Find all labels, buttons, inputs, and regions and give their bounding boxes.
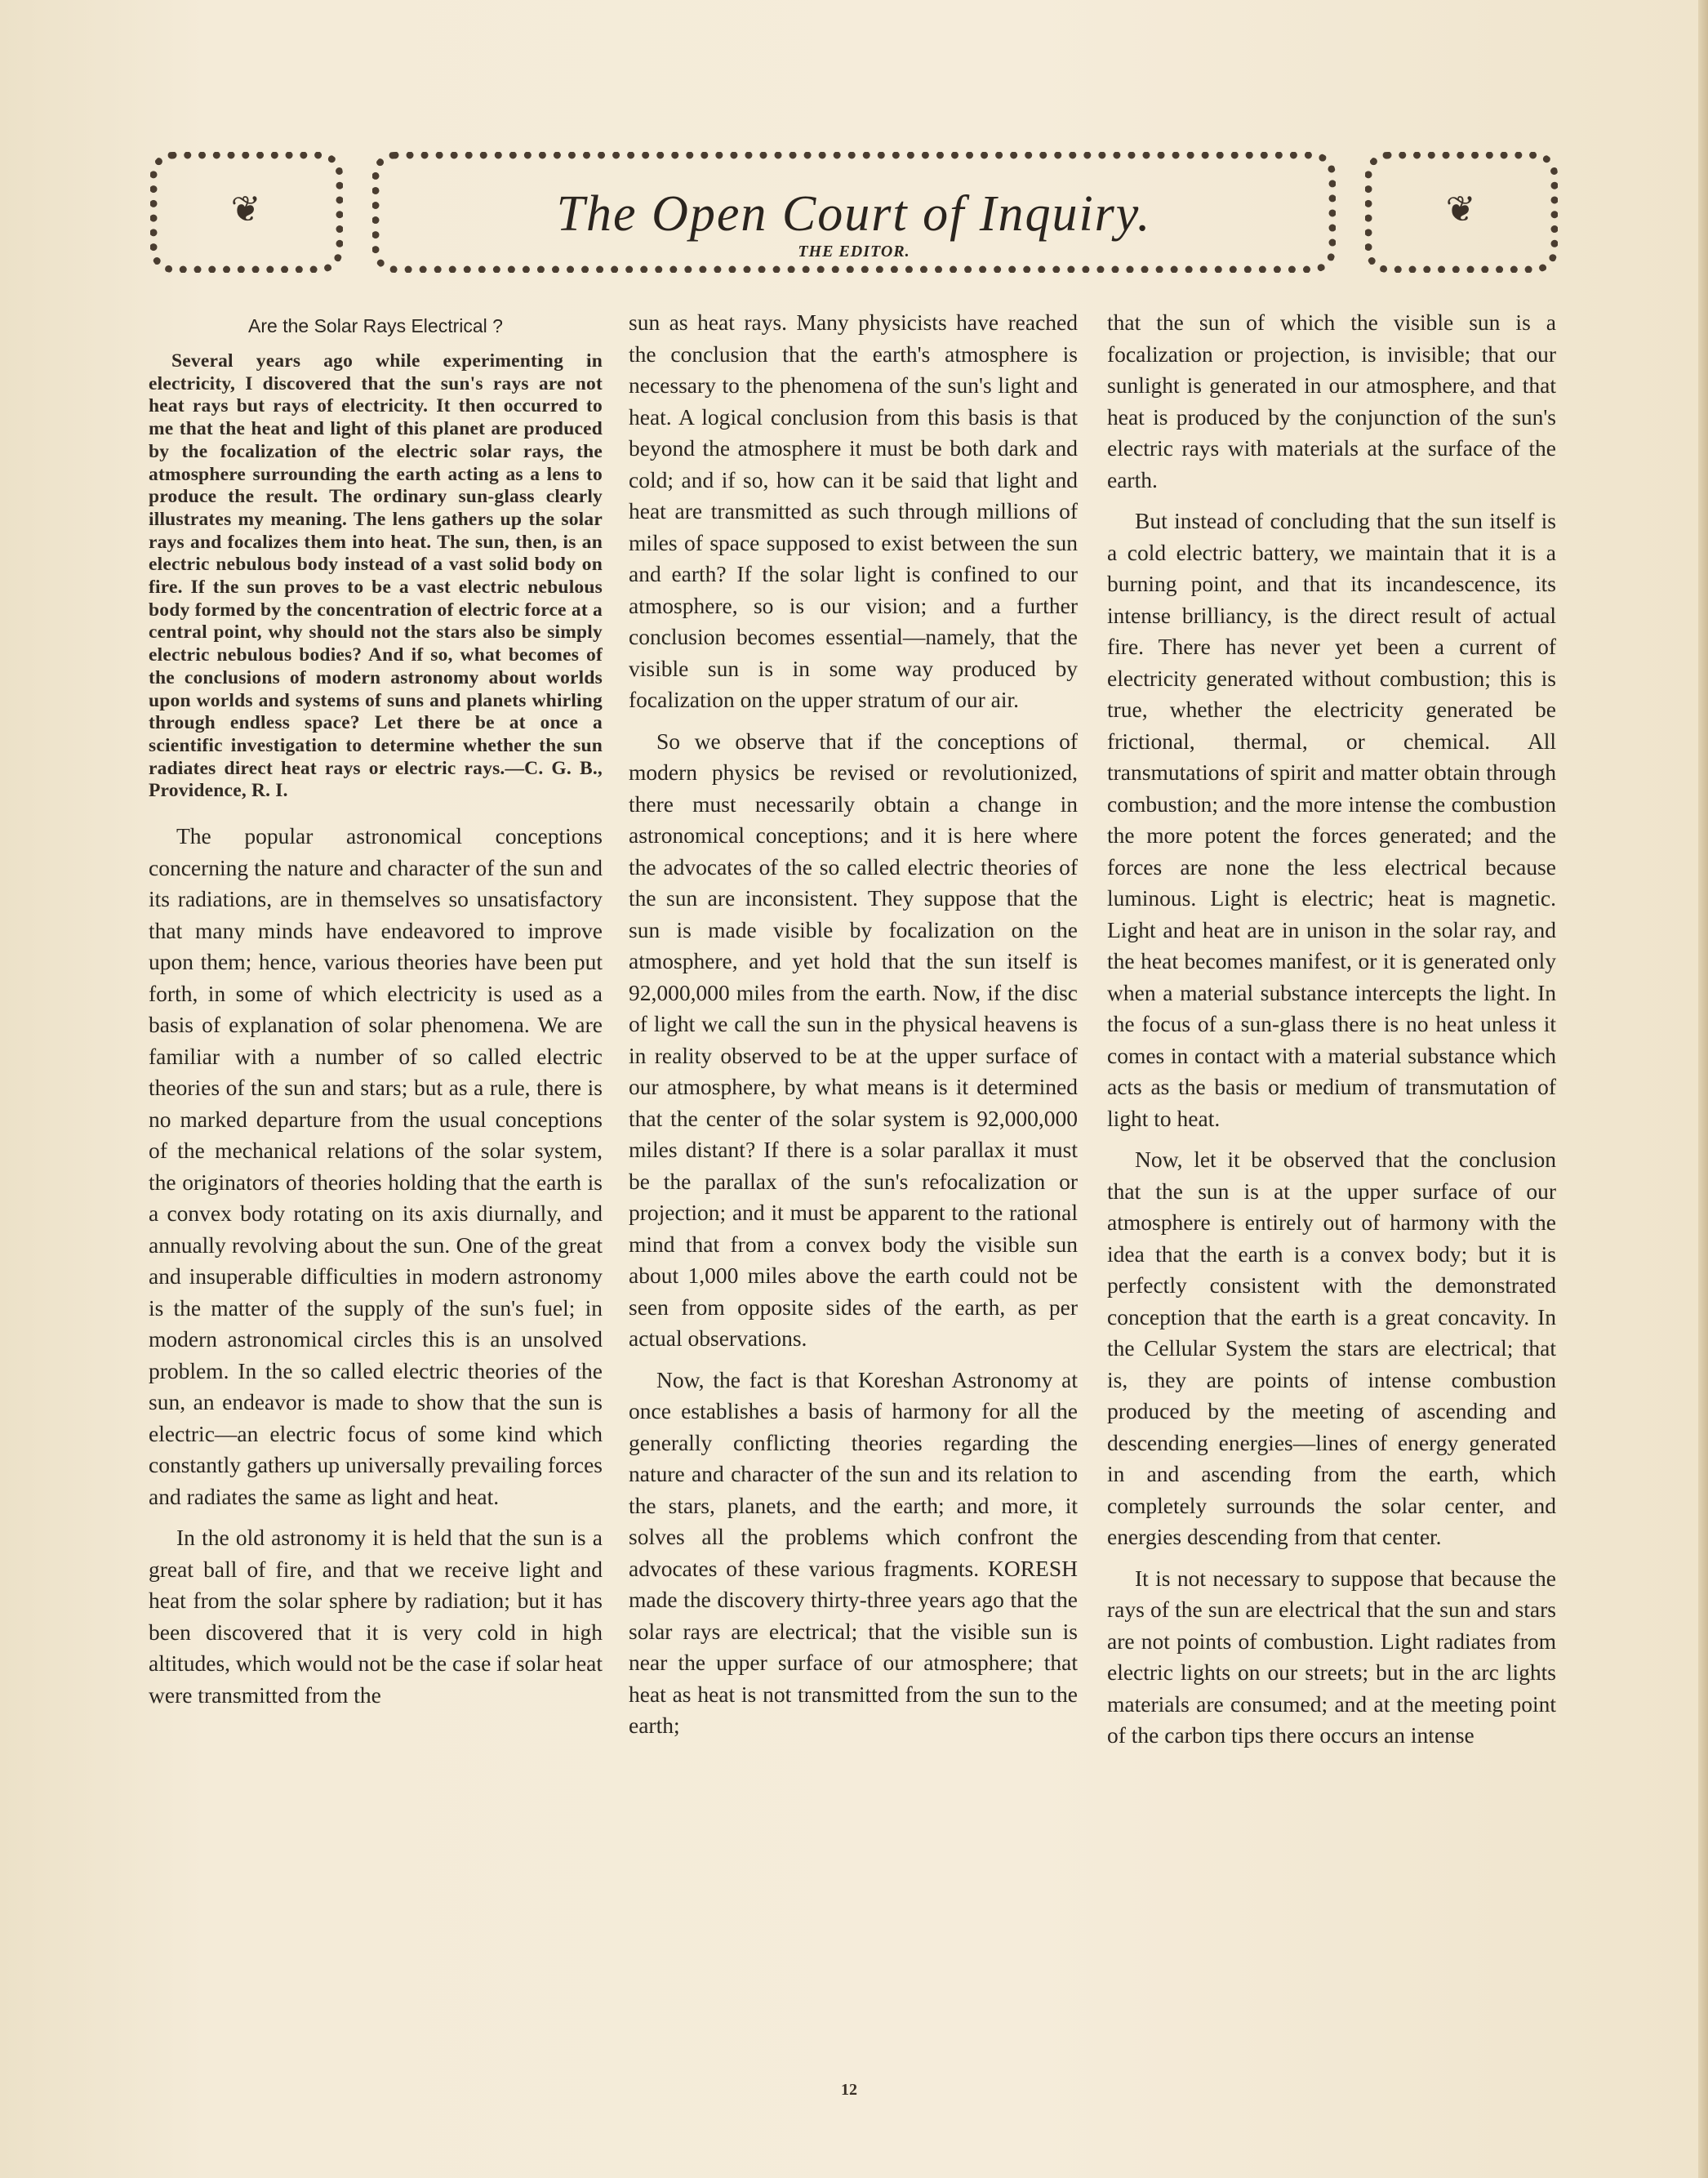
flower-ornament-icon: ❦ [230,189,261,229]
flower-ornament-icon: ❦ [1445,189,1476,229]
page-number: 12 [841,2081,857,2099]
paragraph: Now, let it be observed that the conclusion that the sun is at the upper surface of our atmosphere is entirely out of harmony with the idea that the earth is a convex body; but it is perfectly consistent with the demonstrated conception that the earth is a great concavity. In the Cellular System the stars are electrical; that is, they are points of intense combustion produced by the meeting of ascending and descending energies—lines of energy generated in and ascending from the earth, which completely surrounds the solar center, and energies descending from that center. [1107,1147,1556,1549]
paragraph: In the old astronomy it is held that the sun is a great ball of fire, and that we receive light and heat from the solar sphere by radiation; but it has been discovered that it is very cold in high altitudes, which would not be the case if solar heat were transmitted from the [149,1525,603,1708]
title-frame [372,152,1336,273]
column-3 [1107,307,1556,1752]
page-edge [1698,0,1708,2178]
question-heading: Are the Solar Rays Electrical ? [248,315,503,336]
column-1 [149,307,603,1711]
section-header [150,145,1558,278]
paragraph: It is not necessary to suppose that because the rays of the sun are electrical that the sun and stars are not points of combustion. Light radiates from electric lights on our streets; but in the arc lights materials are consumed; and at the meeting point of the carbon tips there occurs an intense [1107,1565,1556,1748]
paragraph: But instead of concluding that the sun itself is a cold electric battery, we maintain that it is a burning point, and that its incandescence, its intense brilliancy, is the direct result of actual fire. There has never yet been a current of electricity generated without combustion; this is true, whether the electricity generated be frictional, thermal, or chemical. All transmutations of spirit and matter obtain through combustion; and the more intense the combustion the more potent the forces generated; and the forces are none the less electrical because luminous. Light is electric; heat is magnetic. Light and heat are in unison in the solar ray, and the heat becomes manifest, or it is generated only when a material substance intercepts the light. In the focus of a sun-glass there is no heat unless it comes in contact with a material substance which acts as the basis or medium of transmutation of light to heat. [1107,508,1556,1131]
column-2 [629,307,1078,1742]
paragraph: sun as heat rays. Many physicists have reached the conclusion that the earth's atmosphere is necessary to the phenomena of the sun's light and heat. A logical conclusion from this basis is that beyond the atmosphere it must be both dark and cold; and if so, how can it be said that light and heat are transmitted as such through millions of miles of space supposed to exist between the sun and earth? If the solar light is confined to our atmosphere, so is our vision; and a further conclusion becomes essential—namely, that the visible sun is in some way produced by focalization on the upper stratum of our air. [629,310,1078,712]
ornament-right [1365,152,1558,273]
question-text: Several years ago while experimenting in electricity, I discovered that the sun's rays are not heat rays but rays of electricity. It then occurred to me that the heat and light of this planet are produced by the focalization of the electric solar rays, the atmosphere surrounding the earth acting as a lens to produce the result. The ordinary sun-glass clearly illustrates my meaning. The lens gathers up the solar rays and focalizes them into heat. The sun, then, is an electric nebulous body instead of a vast solid body on fire. If the sun proves to be a vast electric nebulous body formed by the concentration of electric force at a central point, why should not the stars also be simply electric nebulous bodies? And if so, what becomes of the conclusions of modern astronomy about worlds upon worlds and systems of suns and planets whirling through endless space? Let there be at once a scientific investigation to determine whether the sun radiates direct heat rays or electric rays.—C. G. B., Providence, R. I. [149,350,603,802]
section-title: The Open Court of Inquiry. [556,186,1152,242]
ornament-left [150,152,343,273]
section-byline: THE EDITOR. [798,243,910,261]
paragraph: that the sun of which the visible sun is a focalization or projection, is invisible; that our sunlight is generated in our atmosphere, and that heat is produced by the conjunction of the sun's electric rays with materials at the surface of the earth. [1107,310,1556,492]
paragraph: The popular astronomical conceptions concerning the nature and character of the sun and its radiations, are in themselves so unsatisfactory that many minds have endeavored to improve upon them; hence, various theories have been put forth, in some of which electricity is used as a basis of explanation of solar phenomena. We are familiar with a number of so called electric theories of the sun and stars; but as a rule, there is no marked departure from the usual conceptions of the mechanical relations of the solar system, the originators of theories holding that the earth is a convex body rotating on its axis diurnally, and annually revolving about the sun. One of the great and insuperable difficulties in modern astronomy is the matter of the supply of the sun's fuel; in modern astronomical circles this is an unsolved problem. In the so called electric theories of the sun, an endeavor is made to show that the sun is electric—an electric focus of some kind which constantly gathers up universally prevailing forces and radiates the same as light and heat. [149,823,603,1509]
paragraph: Now, the fact is that Koreshan Astronomy at once establishes a basis of harmony for all the generally conflicting theories regarding the nature and character of the sun and its relation to the stars, planets, and the earth; and more, it solves all the problems which confront the advocates of these various fragments. KORESH made the discovery thirty-three years ago that the solar rays are electrical; that the visible sun is near the upper surface of our atmosphere; that heat as heat is not transmitted from the sun to the earth; [629,1366,1078,1738]
paragraph: So we observe that if the conceptions of modern physics be revised or revolutionized, there must necessarily obtain a change in astronomical conceptions; and it is here where the advocates of the so called electric theories of the sun are inconsistent. They suppose that the sun is made visible by focalization on the atmosphere, and yet hold that the sun itself is 92,000,000 miles from the earth. Now, if the disc of light we call the sun in the physical heavens is in reality observed to be at the upper surface of our atmosphere, by what means is it determined that the center of the solar system is 92,000,000 miles distant? If there is a solar parallax it must be the parallax of the sun's refocalization or projection; and it must be apparent to the rational mind that from a convex body the visible sun about 1,000 miles above the earth could not be seen from opposite sides of the earth, as per actual observations. [629,728,1078,1351]
